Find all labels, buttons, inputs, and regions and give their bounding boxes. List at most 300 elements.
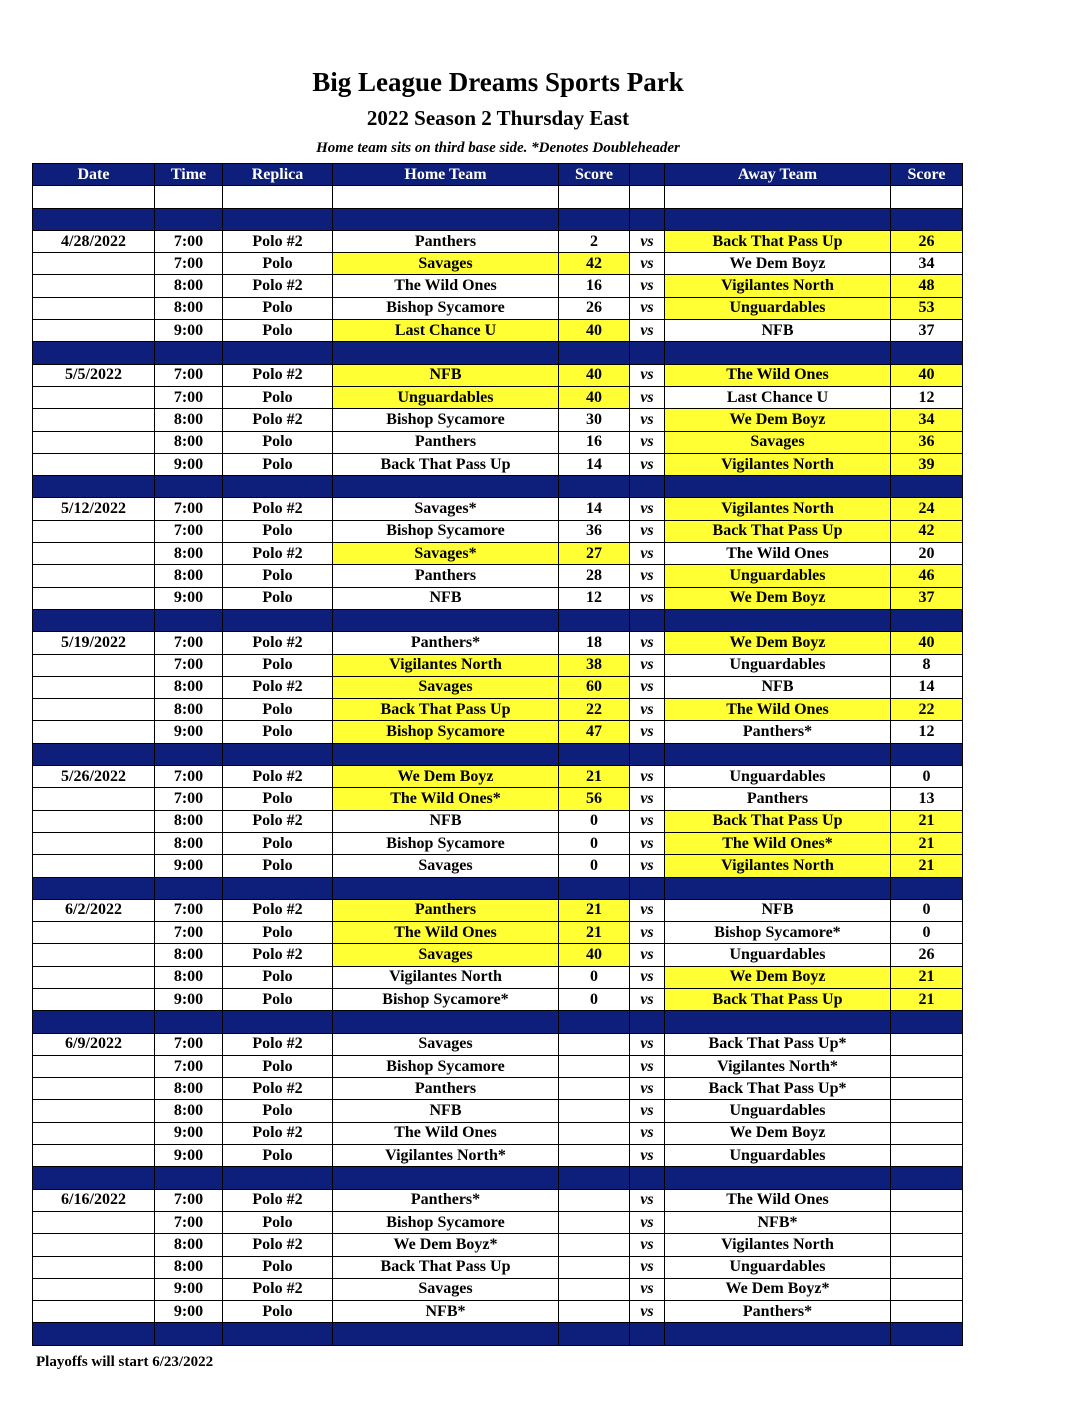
game-row xyxy=(33,944,963,966)
game-field: Polo xyxy=(223,297,333,319)
game-date: 5/26/2022 xyxy=(33,766,155,788)
game-row xyxy=(33,565,963,587)
spacer-cell xyxy=(333,208,559,230)
away-score: 40 xyxy=(891,632,963,654)
home-team: Panthers* xyxy=(333,1189,559,1211)
home-team: Savages xyxy=(333,1033,559,1055)
game-row xyxy=(33,543,963,565)
vs-label: vs xyxy=(630,587,665,609)
game-time: 8:00 xyxy=(155,543,223,565)
spacer-cell xyxy=(333,186,559,208)
away-team: Back That Pass Up* xyxy=(665,1078,891,1100)
away-team: Back That Pass Up xyxy=(665,520,891,542)
game-date xyxy=(33,1100,155,1122)
game-date xyxy=(33,1234,155,1256)
week-separator-band xyxy=(33,609,963,631)
game-field: Polo #2 xyxy=(223,364,333,386)
col-date: Date xyxy=(33,164,155,186)
game-row xyxy=(33,386,963,408)
col-home-score: Score xyxy=(559,164,630,186)
away-score: 24 xyxy=(891,498,963,520)
home-team: Panthers xyxy=(333,431,559,453)
game-time: 8:00 xyxy=(155,966,223,988)
game-field: Polo xyxy=(223,1055,333,1077)
home-team: Bishop Sycamore xyxy=(333,1211,559,1233)
game-row xyxy=(33,1122,963,1144)
spacer-cell xyxy=(630,877,665,899)
spacer-cell xyxy=(223,342,333,364)
home-score xyxy=(559,1078,630,1100)
game-time: 9:00 xyxy=(155,1278,223,1300)
game-field: Polo xyxy=(223,1256,333,1278)
game-date xyxy=(33,810,155,832)
game-date: 6/16/2022 xyxy=(33,1189,155,1211)
spacer-cell xyxy=(333,609,559,631)
away-team: Unguardables xyxy=(665,565,891,587)
spacer-cell xyxy=(559,208,630,230)
vs-label: vs xyxy=(630,1033,665,1055)
spacer-cell xyxy=(891,1167,963,1189)
game-date xyxy=(33,1301,155,1323)
game-date xyxy=(33,520,155,542)
spacer-cell xyxy=(155,1167,223,1189)
game-row xyxy=(33,1189,963,1211)
game-date xyxy=(33,1122,155,1144)
spacer-cell xyxy=(665,743,891,765)
spacer-cell xyxy=(891,342,963,364)
away-score: 22 xyxy=(891,699,963,721)
spacer-cell xyxy=(630,208,665,230)
col-replica: Replica xyxy=(223,164,333,186)
spacer-cell xyxy=(559,743,630,765)
game-date xyxy=(33,275,155,297)
week-separator-band xyxy=(33,1167,963,1189)
vs-label: vs xyxy=(630,275,665,297)
game-field: Polo #2 xyxy=(223,632,333,654)
game-time: 9:00 xyxy=(155,721,223,743)
spacer-cell xyxy=(559,186,630,208)
schedule-body xyxy=(33,186,963,1345)
game-row xyxy=(33,1301,963,1323)
game-row xyxy=(33,699,963,721)
vs-label: vs xyxy=(630,297,665,319)
game-date xyxy=(33,453,155,475)
home-score xyxy=(559,1055,630,1077)
spacer-cell xyxy=(155,1011,223,1033)
away-score: 42 xyxy=(891,520,963,542)
spacer-cell xyxy=(559,1323,630,1345)
vs-label: vs xyxy=(630,944,665,966)
page-title: Big League Dreams Sports Park xyxy=(312,67,684,97)
away-score xyxy=(891,1211,963,1233)
game-row xyxy=(33,1100,963,1122)
away-team: Panthers* xyxy=(665,721,891,743)
game-date xyxy=(33,1055,155,1077)
game-field: Polo xyxy=(223,1211,333,1233)
home-team: Bishop Sycamore xyxy=(333,832,559,854)
away-team: We Dem Boyz xyxy=(665,966,891,988)
game-row xyxy=(33,788,963,810)
spacer-cell xyxy=(559,609,630,631)
game-time: 7:00 xyxy=(155,1033,223,1055)
game-field: Polo #2 xyxy=(223,676,333,698)
game-time: 7:00 xyxy=(155,364,223,386)
home-team: NFB xyxy=(333,587,559,609)
spacer-cell xyxy=(891,186,963,208)
vs-label: vs xyxy=(630,676,665,698)
game-field: Polo xyxy=(223,320,333,342)
game-date xyxy=(33,386,155,408)
home-team: Back That Pass Up xyxy=(333,453,559,475)
home-score: 16 xyxy=(559,275,630,297)
game-date xyxy=(33,1211,155,1233)
away-score: 46 xyxy=(891,565,963,587)
away-score xyxy=(891,1078,963,1100)
vs-label: vs xyxy=(630,253,665,275)
game-field: Polo #2 xyxy=(223,1189,333,1211)
home-score: 40 xyxy=(559,944,630,966)
game-time: 7:00 xyxy=(155,230,223,252)
away-score: 21 xyxy=(891,855,963,877)
away-score: 21 xyxy=(891,988,963,1010)
game-time: 8:00 xyxy=(155,699,223,721)
game-time: 8:00 xyxy=(155,431,223,453)
game-field: Polo #2 xyxy=(223,1122,333,1144)
home-score xyxy=(559,1256,630,1278)
game-field: Polo #2 xyxy=(223,498,333,520)
away-score: 53 xyxy=(891,297,963,319)
away-score xyxy=(891,1234,963,1256)
away-team: The Wild Ones xyxy=(665,543,891,565)
game-date xyxy=(33,855,155,877)
spacer-cell xyxy=(155,476,223,498)
home-score: 40 xyxy=(559,364,630,386)
home-score: 12 xyxy=(559,587,630,609)
home-score: 28 xyxy=(559,565,630,587)
spacer-cell xyxy=(559,342,630,364)
home-team: Back That Pass Up xyxy=(333,699,559,721)
away-score: 26 xyxy=(891,230,963,252)
away-team: Back That Pass Up* xyxy=(665,1033,891,1055)
spacer-cell xyxy=(665,1011,891,1033)
away-team: We Dem Boyz xyxy=(665,587,891,609)
vs-label: vs xyxy=(630,1256,665,1278)
away-score: 8 xyxy=(891,654,963,676)
home-score xyxy=(559,1234,630,1256)
home-score: 16 xyxy=(559,431,630,453)
away-score: 21 xyxy=(891,810,963,832)
spacer-cell xyxy=(33,609,155,631)
home-score: 21 xyxy=(559,766,630,788)
blank-row xyxy=(33,186,963,208)
away-score: 0 xyxy=(891,766,963,788)
game-date xyxy=(33,1256,155,1278)
game-date xyxy=(33,966,155,988)
game-date xyxy=(33,409,155,431)
vs-label: vs xyxy=(630,1055,665,1077)
home-team: NFB xyxy=(333,364,559,386)
vs-label: vs xyxy=(630,1078,665,1100)
spacer-cell xyxy=(33,1167,155,1189)
home-score: 0 xyxy=(559,810,630,832)
game-field: Polo xyxy=(223,386,333,408)
away-team: We Dem Boyz xyxy=(665,409,891,431)
away-team: The Wild Ones* xyxy=(665,832,891,854)
away-score xyxy=(891,1100,963,1122)
home-team: Back That Pass Up xyxy=(333,1256,559,1278)
vs-label: vs xyxy=(630,988,665,1010)
game-row xyxy=(33,1256,963,1278)
home-team: We Dem Boyz* xyxy=(333,1234,559,1256)
home-score: 27 xyxy=(559,543,630,565)
home-team: Bishop Sycamore xyxy=(333,297,559,319)
game-row xyxy=(33,297,963,319)
home-team: We Dem Boyz xyxy=(333,766,559,788)
week-separator-band xyxy=(33,208,963,230)
away-team: Vigilantes North xyxy=(665,855,891,877)
away-team: Back That Pass Up xyxy=(665,988,891,1010)
spacer-cell xyxy=(155,743,223,765)
vs-label: vs xyxy=(630,766,665,788)
spacer-cell xyxy=(223,208,333,230)
header-row xyxy=(33,164,963,186)
game-row xyxy=(33,275,963,297)
spacer-cell xyxy=(155,342,223,364)
home-team: Savages xyxy=(333,855,559,877)
vs-label: vs xyxy=(630,565,665,587)
game-time: 8:00 xyxy=(155,1256,223,1278)
game-time: 7:00 xyxy=(155,788,223,810)
away-team: The Wild Ones xyxy=(665,699,891,721)
home-team: Panthers xyxy=(333,230,559,252)
spacer-cell xyxy=(33,1323,155,1345)
spacer-cell xyxy=(559,1011,630,1033)
game-row xyxy=(33,431,963,453)
home-score: 38 xyxy=(559,654,630,676)
game-time: 8:00 xyxy=(155,810,223,832)
spacer-cell xyxy=(33,743,155,765)
away-team: Vigilantes North xyxy=(665,275,891,297)
spacer-cell xyxy=(630,476,665,498)
away-team: Vigilantes North xyxy=(665,498,891,520)
spacer-cell xyxy=(33,208,155,230)
away-score: 40 xyxy=(891,364,963,386)
spacer-cell xyxy=(630,1011,665,1033)
away-team: Unguardables xyxy=(665,944,891,966)
schedule-note: Home team sits on third base side. *Denotes Doubleheader xyxy=(316,140,680,156)
home-team: Savages xyxy=(333,1278,559,1300)
game-row xyxy=(33,364,963,386)
game-field: Polo #2 xyxy=(223,944,333,966)
spacer-cell xyxy=(333,1011,559,1033)
game-date xyxy=(33,1278,155,1300)
away-score xyxy=(891,1145,963,1167)
home-score: 36 xyxy=(559,520,630,542)
game-time: 7:00 xyxy=(155,386,223,408)
week-separator-band xyxy=(33,1323,963,1345)
away-team: Vigilantes North* xyxy=(665,1055,891,1077)
game-field: Polo #2 xyxy=(223,810,333,832)
away-team: Unguardables xyxy=(665,1100,891,1122)
game-row xyxy=(33,810,963,832)
away-team: Back That Pass Up xyxy=(665,810,891,832)
home-score xyxy=(559,1033,630,1055)
vs-label: vs xyxy=(630,1100,665,1122)
col-time: Time xyxy=(155,164,223,186)
spacer-cell xyxy=(333,743,559,765)
game-field: Polo xyxy=(223,699,333,721)
away-score xyxy=(891,1301,963,1323)
game-field: Polo xyxy=(223,855,333,877)
game-row xyxy=(33,766,963,788)
spacer-cell xyxy=(891,208,963,230)
vs-label: vs xyxy=(630,543,665,565)
vs-label: vs xyxy=(630,520,665,542)
away-score: 48 xyxy=(891,275,963,297)
home-score: 0 xyxy=(559,988,630,1010)
game-date: 6/9/2022 xyxy=(33,1033,155,1055)
spacer-cell xyxy=(33,877,155,899)
away-score: 34 xyxy=(891,253,963,275)
game-field: Polo xyxy=(223,1301,333,1323)
home-team: The Wild Ones* xyxy=(333,788,559,810)
home-team: Savages xyxy=(333,676,559,698)
spacer-cell xyxy=(223,609,333,631)
game-date xyxy=(33,721,155,743)
vs-label: vs xyxy=(630,721,665,743)
spacer-cell xyxy=(333,1167,559,1189)
game-field: Polo xyxy=(223,431,333,453)
home-score: 21 xyxy=(559,922,630,944)
game-time: 8:00 xyxy=(155,1234,223,1256)
home-score: 14 xyxy=(559,453,630,475)
away-team: Last Chance U xyxy=(665,386,891,408)
game-field: Polo xyxy=(223,1145,333,1167)
vs-label: vs xyxy=(630,1234,665,1256)
spacer-cell xyxy=(333,877,559,899)
col-away-score: Score xyxy=(891,164,963,186)
home-team: Savages xyxy=(333,253,559,275)
spacer-cell xyxy=(223,1167,333,1189)
spacer-cell xyxy=(891,1011,963,1033)
game-row xyxy=(33,520,963,542)
spacer-cell xyxy=(630,1167,665,1189)
game-date: 5/12/2022 xyxy=(33,498,155,520)
spacer-cell xyxy=(223,1011,333,1033)
vs-label: vs xyxy=(630,1122,665,1144)
game-time: 8:00 xyxy=(155,409,223,431)
home-score: 40 xyxy=(559,386,630,408)
away-team: Back That Pass Up xyxy=(665,230,891,252)
away-team: Vigilantes North xyxy=(665,453,891,475)
game-row xyxy=(33,453,963,475)
game-time: 7:00 xyxy=(155,899,223,921)
game-row xyxy=(33,855,963,877)
spacer-cell xyxy=(630,609,665,631)
home-score: 0 xyxy=(559,966,630,988)
home-score: 14 xyxy=(559,498,630,520)
away-team: Unguardables xyxy=(665,1256,891,1278)
away-team: We Dem Boyz xyxy=(665,632,891,654)
away-score: 12 xyxy=(891,721,963,743)
home-team: Bishop Sycamore xyxy=(333,721,559,743)
home-score xyxy=(559,1211,630,1233)
away-team: We Dem Boyz* xyxy=(665,1278,891,1300)
game-date xyxy=(33,922,155,944)
away-team: Bishop Sycamore* xyxy=(665,922,891,944)
spacer-cell xyxy=(891,609,963,631)
spacer-cell xyxy=(559,476,630,498)
spacer-cell xyxy=(155,208,223,230)
spacer-cell xyxy=(665,609,891,631)
vs-label: vs xyxy=(630,899,665,921)
home-team: Panthers xyxy=(333,565,559,587)
game-row xyxy=(33,832,963,854)
away-team: NFB xyxy=(665,899,891,921)
game-time: 7:00 xyxy=(155,1211,223,1233)
game-field: Polo xyxy=(223,966,333,988)
game-field: Polo #2 xyxy=(223,1033,333,1055)
game-date xyxy=(33,565,155,587)
game-field: Polo #2 xyxy=(223,766,333,788)
spacer-cell xyxy=(665,342,891,364)
game-time: 8:00 xyxy=(155,1100,223,1122)
game-field: Polo xyxy=(223,788,333,810)
spacer-cell xyxy=(223,877,333,899)
home-team: The Wild Ones xyxy=(333,922,559,944)
game-time: 7:00 xyxy=(155,520,223,542)
game-row xyxy=(33,966,963,988)
game-row xyxy=(33,988,963,1010)
playoffs-note: Playoffs will start 6/23/2022 xyxy=(36,1354,214,1370)
away-score: 0 xyxy=(891,899,963,921)
game-row xyxy=(33,1078,963,1100)
game-row xyxy=(33,1211,963,1233)
game-date xyxy=(33,788,155,810)
vs-label: vs xyxy=(630,788,665,810)
week-separator-band xyxy=(33,1011,963,1033)
col-home-team: Home Team xyxy=(333,164,559,186)
game-field: Polo xyxy=(223,1100,333,1122)
spacer-cell xyxy=(630,342,665,364)
spacer-cell xyxy=(333,476,559,498)
game-field: Polo xyxy=(223,721,333,743)
away-team: The Wild Ones xyxy=(665,1189,891,1211)
spacer-cell xyxy=(33,1011,155,1033)
game-date xyxy=(33,988,155,1010)
game-date xyxy=(33,1145,155,1167)
game-field: Polo #2 xyxy=(223,1234,333,1256)
game-field: Polo xyxy=(223,253,333,275)
game-date xyxy=(33,253,155,275)
home-score: 0 xyxy=(559,832,630,854)
vs-label: vs xyxy=(630,1189,665,1211)
away-score: 13 xyxy=(891,788,963,810)
vs-label: vs xyxy=(630,1145,665,1167)
vs-label: vs xyxy=(630,966,665,988)
game-row xyxy=(33,253,963,275)
game-field: Polo #2 xyxy=(223,1278,333,1300)
away-score xyxy=(891,1055,963,1077)
game-time: 8:00 xyxy=(155,676,223,698)
vs-label: vs xyxy=(630,654,665,676)
game-date xyxy=(33,320,155,342)
game-date xyxy=(33,832,155,854)
game-field: Polo #2 xyxy=(223,1078,333,1100)
away-score: 34 xyxy=(891,409,963,431)
spacer-cell xyxy=(155,186,223,208)
vs-label: vs xyxy=(630,632,665,654)
